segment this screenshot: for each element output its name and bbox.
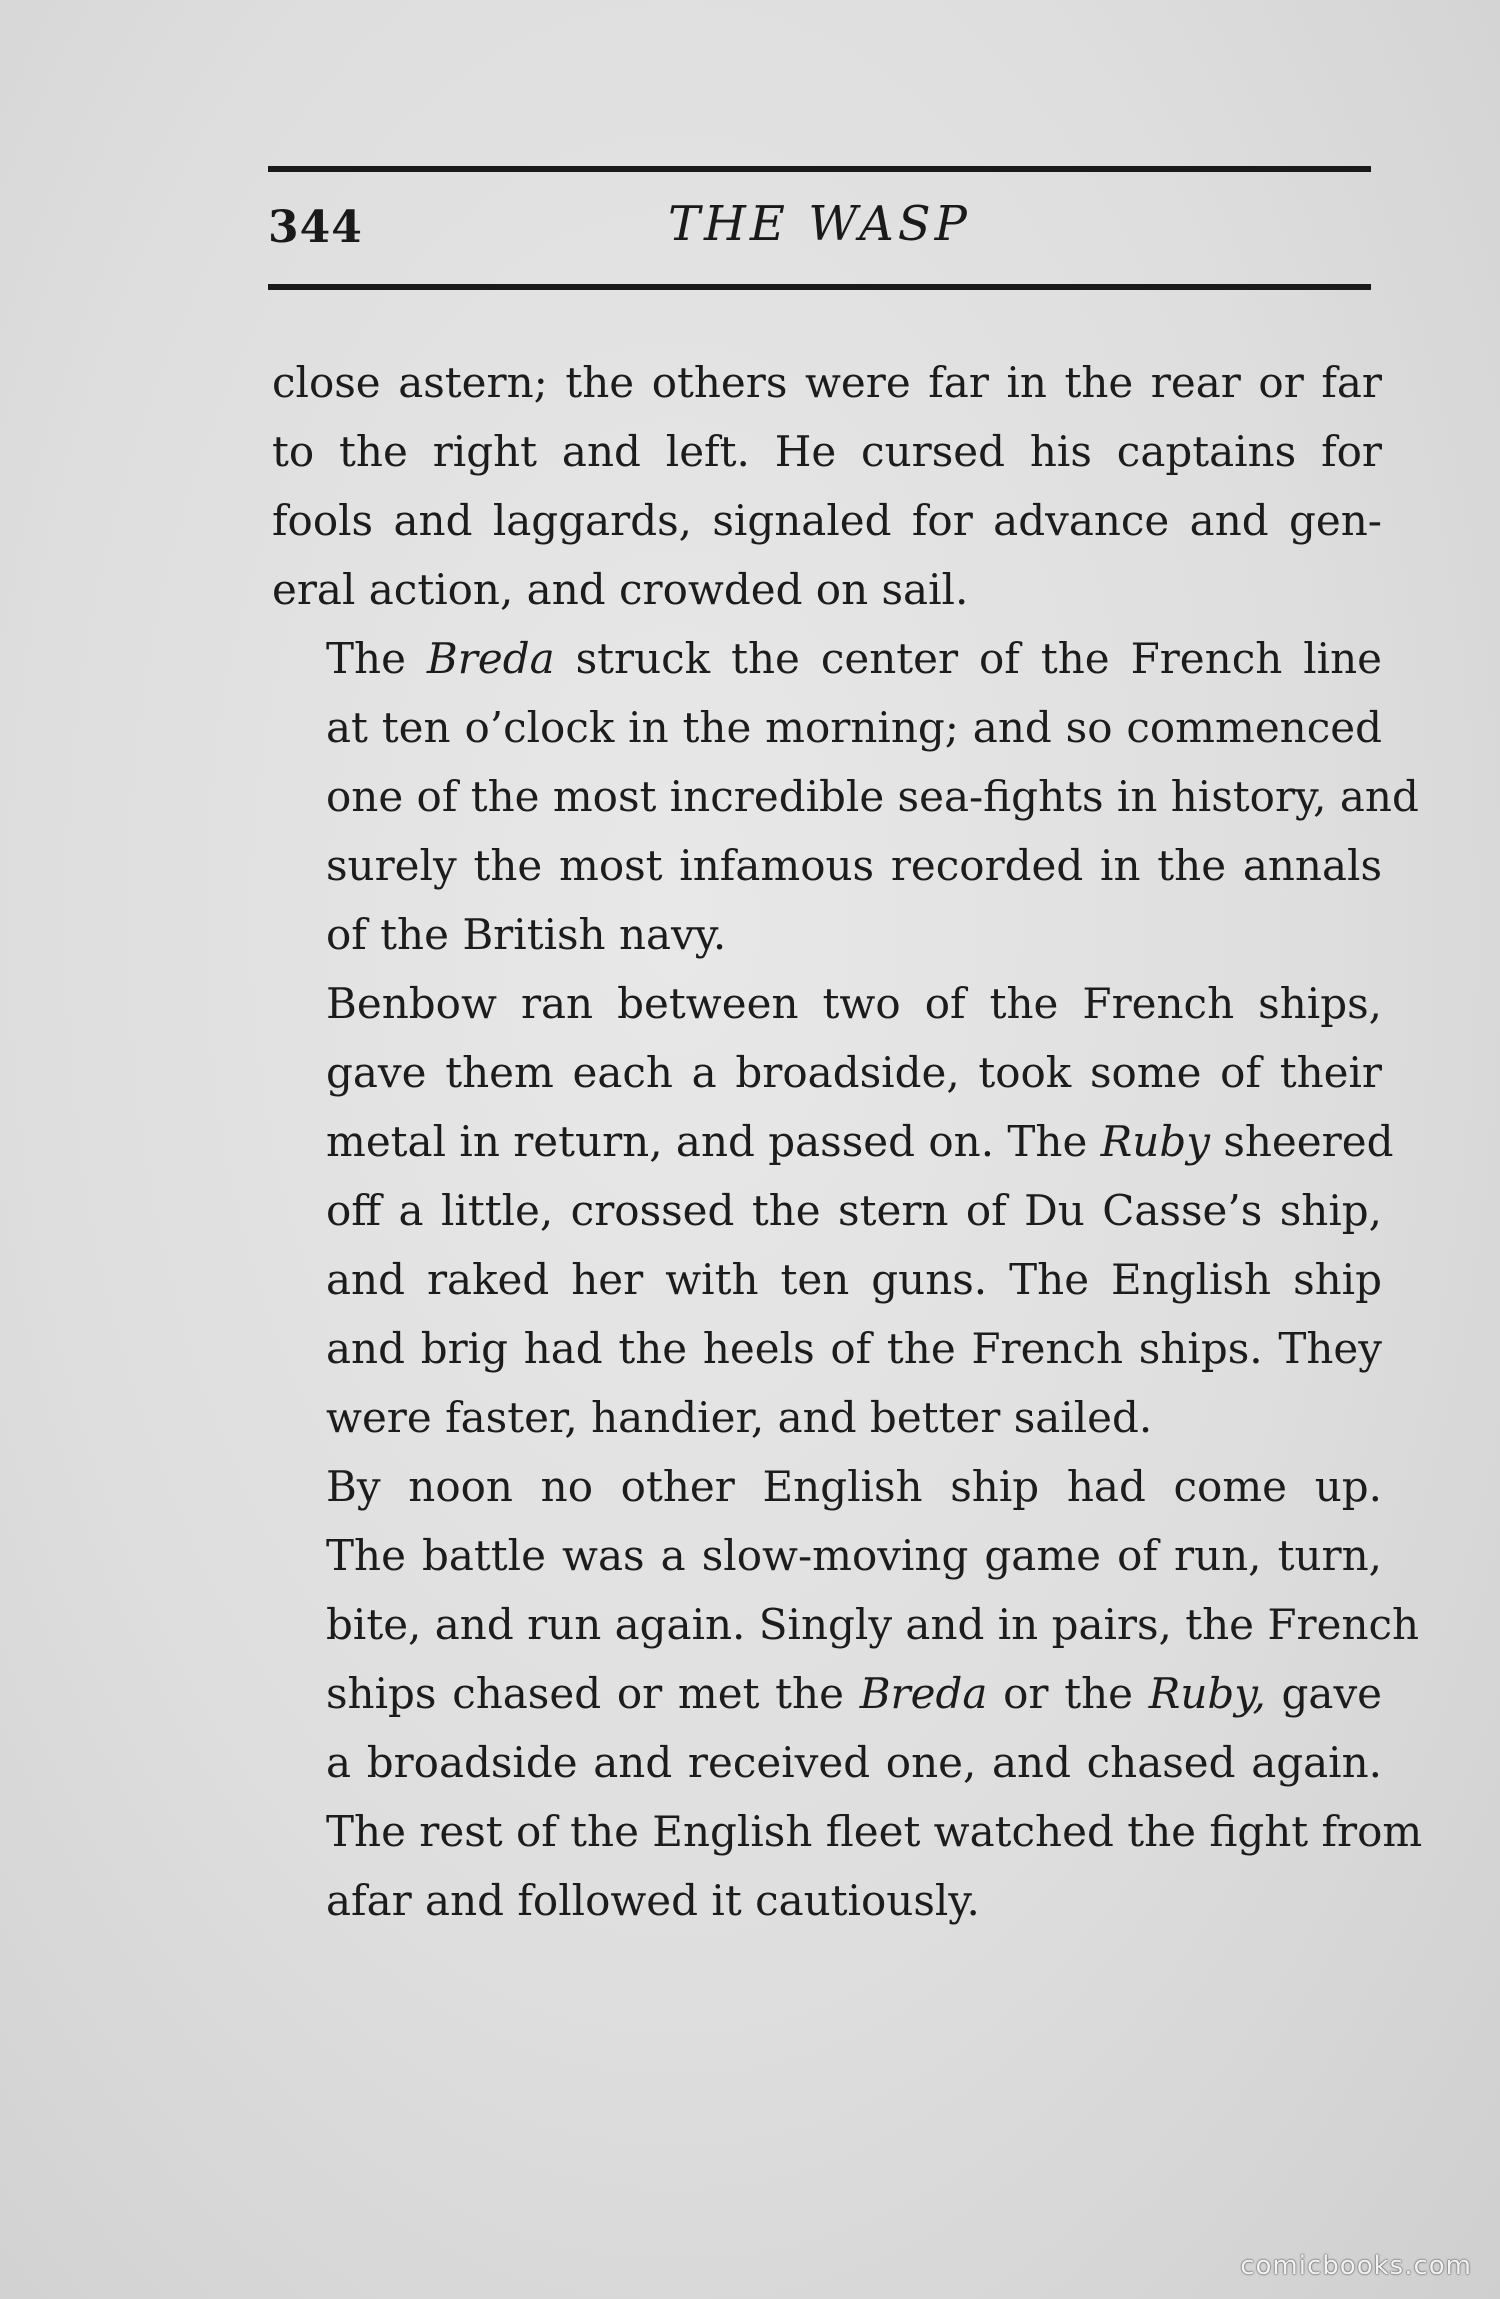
text-line <box>272 1176 1382 1245</box>
text-line <box>272 1383 1382 1452</box>
text-run: sheered <box>1209 1117 1394 1166</box>
page-number: 344 <box>268 202 363 253</box>
text-run: one of the most incredible sea-fights in history, and <box>326 772 1419 821</box>
text-line <box>272 1314 1382 1383</box>
text-run: and raked her with ten guns. The English ship <box>326 1255 1382 1304</box>
paragraph <box>272 1452 1423 1935</box>
text-run: bite, and run again. Singly and in pairs, the French <box>326 1600 1420 1649</box>
text-run: surely the most infamous recorded in the annals <box>326 841 1382 890</box>
watermark: comicbooks.com <box>1240 2251 1472 2281</box>
text-line <box>272 486 1382 555</box>
text-run: close astern; the others were far in the rear or far <box>272 358 1382 407</box>
ship-name: Ruby, <box>1148 1669 1266 1718</box>
text-line <box>272 1866 1382 1935</box>
text-run: a broadside and received one, and chased again. <box>326 1738 1382 1787</box>
ship-name: Breda <box>426 634 555 683</box>
paragraph <box>272 969 1394 1452</box>
text-run: fools and laggards, signaled for advance and gen- <box>272 496 1382 545</box>
text-line <box>272 1452 1382 1521</box>
text-run: at ten o’clock in the morning; and so commenced <box>326 703 1382 752</box>
text-line <box>272 1659 1382 1728</box>
text-line <box>272 1038 1382 1107</box>
text-run: afar and followed it cautiously. <box>326 1876 980 1925</box>
header-bottom-rule <box>268 284 1371 290</box>
text-run: Benbow ran between two of the French ships, <box>326 979 1382 1028</box>
text-line <box>272 1728 1382 1797</box>
text-run: gave them each a broadside, took some of their <box>326 1048 1382 1097</box>
text-line <box>272 762 1419 831</box>
text-line <box>272 969 1382 1038</box>
text-line <box>272 1590 1420 1659</box>
text-run: eral action, and crowded on sail. <box>272 565 969 614</box>
text-line <box>272 417 1382 486</box>
text-run: or the <box>987 1669 1149 1718</box>
page-header <box>268 196 1371 266</box>
text-line <box>272 624 1382 693</box>
text-run: metal in return, and passed on. The <box>326 1117 1101 1166</box>
text-run: ships chased or met the <box>326 1669 860 1718</box>
text-run: were faster, handier, and better sailed. <box>326 1393 1153 1442</box>
text-run: struck the center of the French line <box>554 634 1382 683</box>
body-text <box>272 348 1423 1935</box>
ship-name: Breda <box>859 1669 988 1718</box>
text-run: and brig had the heels of the French ships. They <box>326 1324 1382 1373</box>
text-line <box>272 555 1382 624</box>
text-run: The battle was a slow-moving game of run, turn, <box>326 1531 1382 1580</box>
text-line <box>272 348 1382 417</box>
paragraph <box>272 624 1419 969</box>
paragraph <box>272 348 1382 624</box>
header-top-rule <box>268 166 1371 172</box>
text-line <box>272 1245 1382 1314</box>
text-line <box>272 693 1382 762</box>
text-line <box>272 900 1382 969</box>
ship-name: Ruby <box>1100 1117 1210 1166</box>
text-run: of the British navy. <box>326 910 727 959</box>
text-run: The <box>326 634 427 683</box>
text-line <box>272 831 1382 900</box>
running-title: THE WASP <box>668 196 971 252</box>
text-run: The rest of the English fleet watched the fight from <box>326 1807 1423 1856</box>
text-run: off a little, crossed the stern of Du Casse’s ship, <box>326 1186 1382 1235</box>
text-run: gave <box>1265 1669 1383 1718</box>
text-line <box>272 1521 1382 1590</box>
text-line <box>272 1797 1423 1866</box>
text-run: By noon no other English ship had come up. <box>326 1462 1382 1511</box>
text-line <box>272 1107 1394 1176</box>
text-run: to the right and left. He cursed his captains for <box>272 427 1382 476</box>
